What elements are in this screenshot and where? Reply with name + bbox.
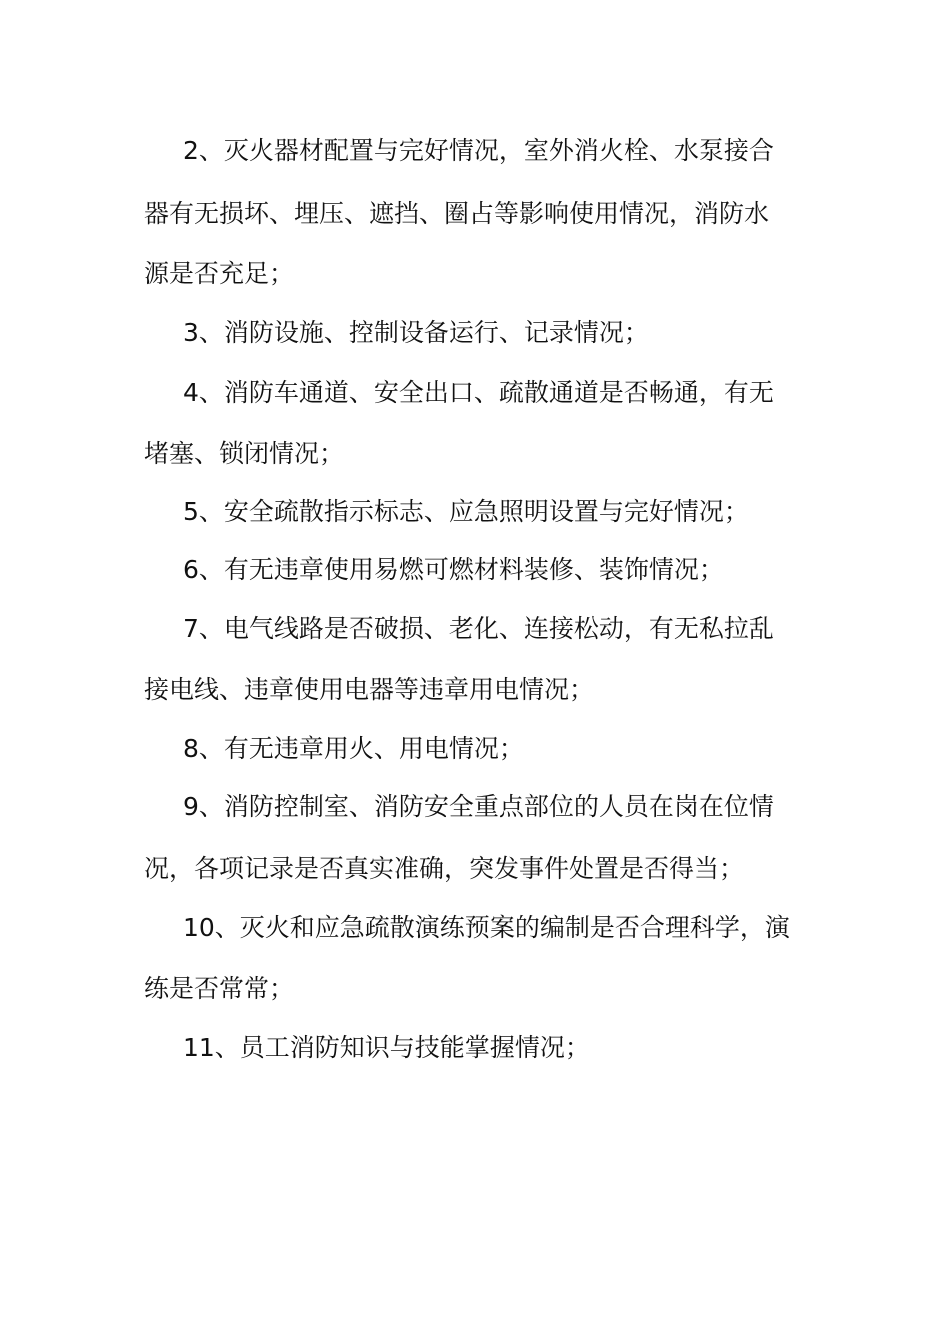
item-9-line-2: 况，各项记录是否真实准确，突发事件处置是否得当； [144, 854, 745, 883]
item-4-line-1: 4、消防车通道、安全出口、疏散通道是否畅通，有无 [183, 378, 774, 407]
item-6-line-1: 6、有无违章使用易燃可燃材料装修、装饰情况； [183, 555, 724, 584]
item-4-line-2: 堵塞、锁闭情况； [144, 439, 345, 468]
item-3-line-1: 3、消防设施、控制设备运行、记录情况； [183, 318, 649, 347]
item-10-line-1: 10、灭火和应急疏散演练预案的编制是否合理科学，演 [183, 913, 790, 942]
item-5-line-1: 5、安全疏散指示标志、应急照明设置与完好情况； [183, 497, 749, 526]
item-11-line-1: 11、员工消防知识与技能掌握情况； [183, 1033, 590, 1062]
item-2-line-1: 2、灭火器材配置与完好情况，室外消火栓、水泵接合 [183, 136, 774, 165]
item-8-line-1: 8、有无违章用火、用电情况； [183, 734, 524, 763]
item-7-line-1: 7、电气线路是否破损、老化、连接松动，有无私拉乱 [183, 614, 774, 643]
item-2-line-2: 器有无损坏、埋压、遮挡、圈占等影响使用情况，消防水 [144, 199, 770, 228]
item-2-line-3: 源是否充足； [144, 259, 295, 288]
item-7-line-2: 接电线、违章使用电器等违章用电情况； [144, 675, 595, 704]
item-10-line-2: 练是否常常； [144, 974, 295, 1003]
item-9-line-1: 9、消防控制室、消防安全重点部位的人员在岗在位情 [183, 792, 774, 821]
